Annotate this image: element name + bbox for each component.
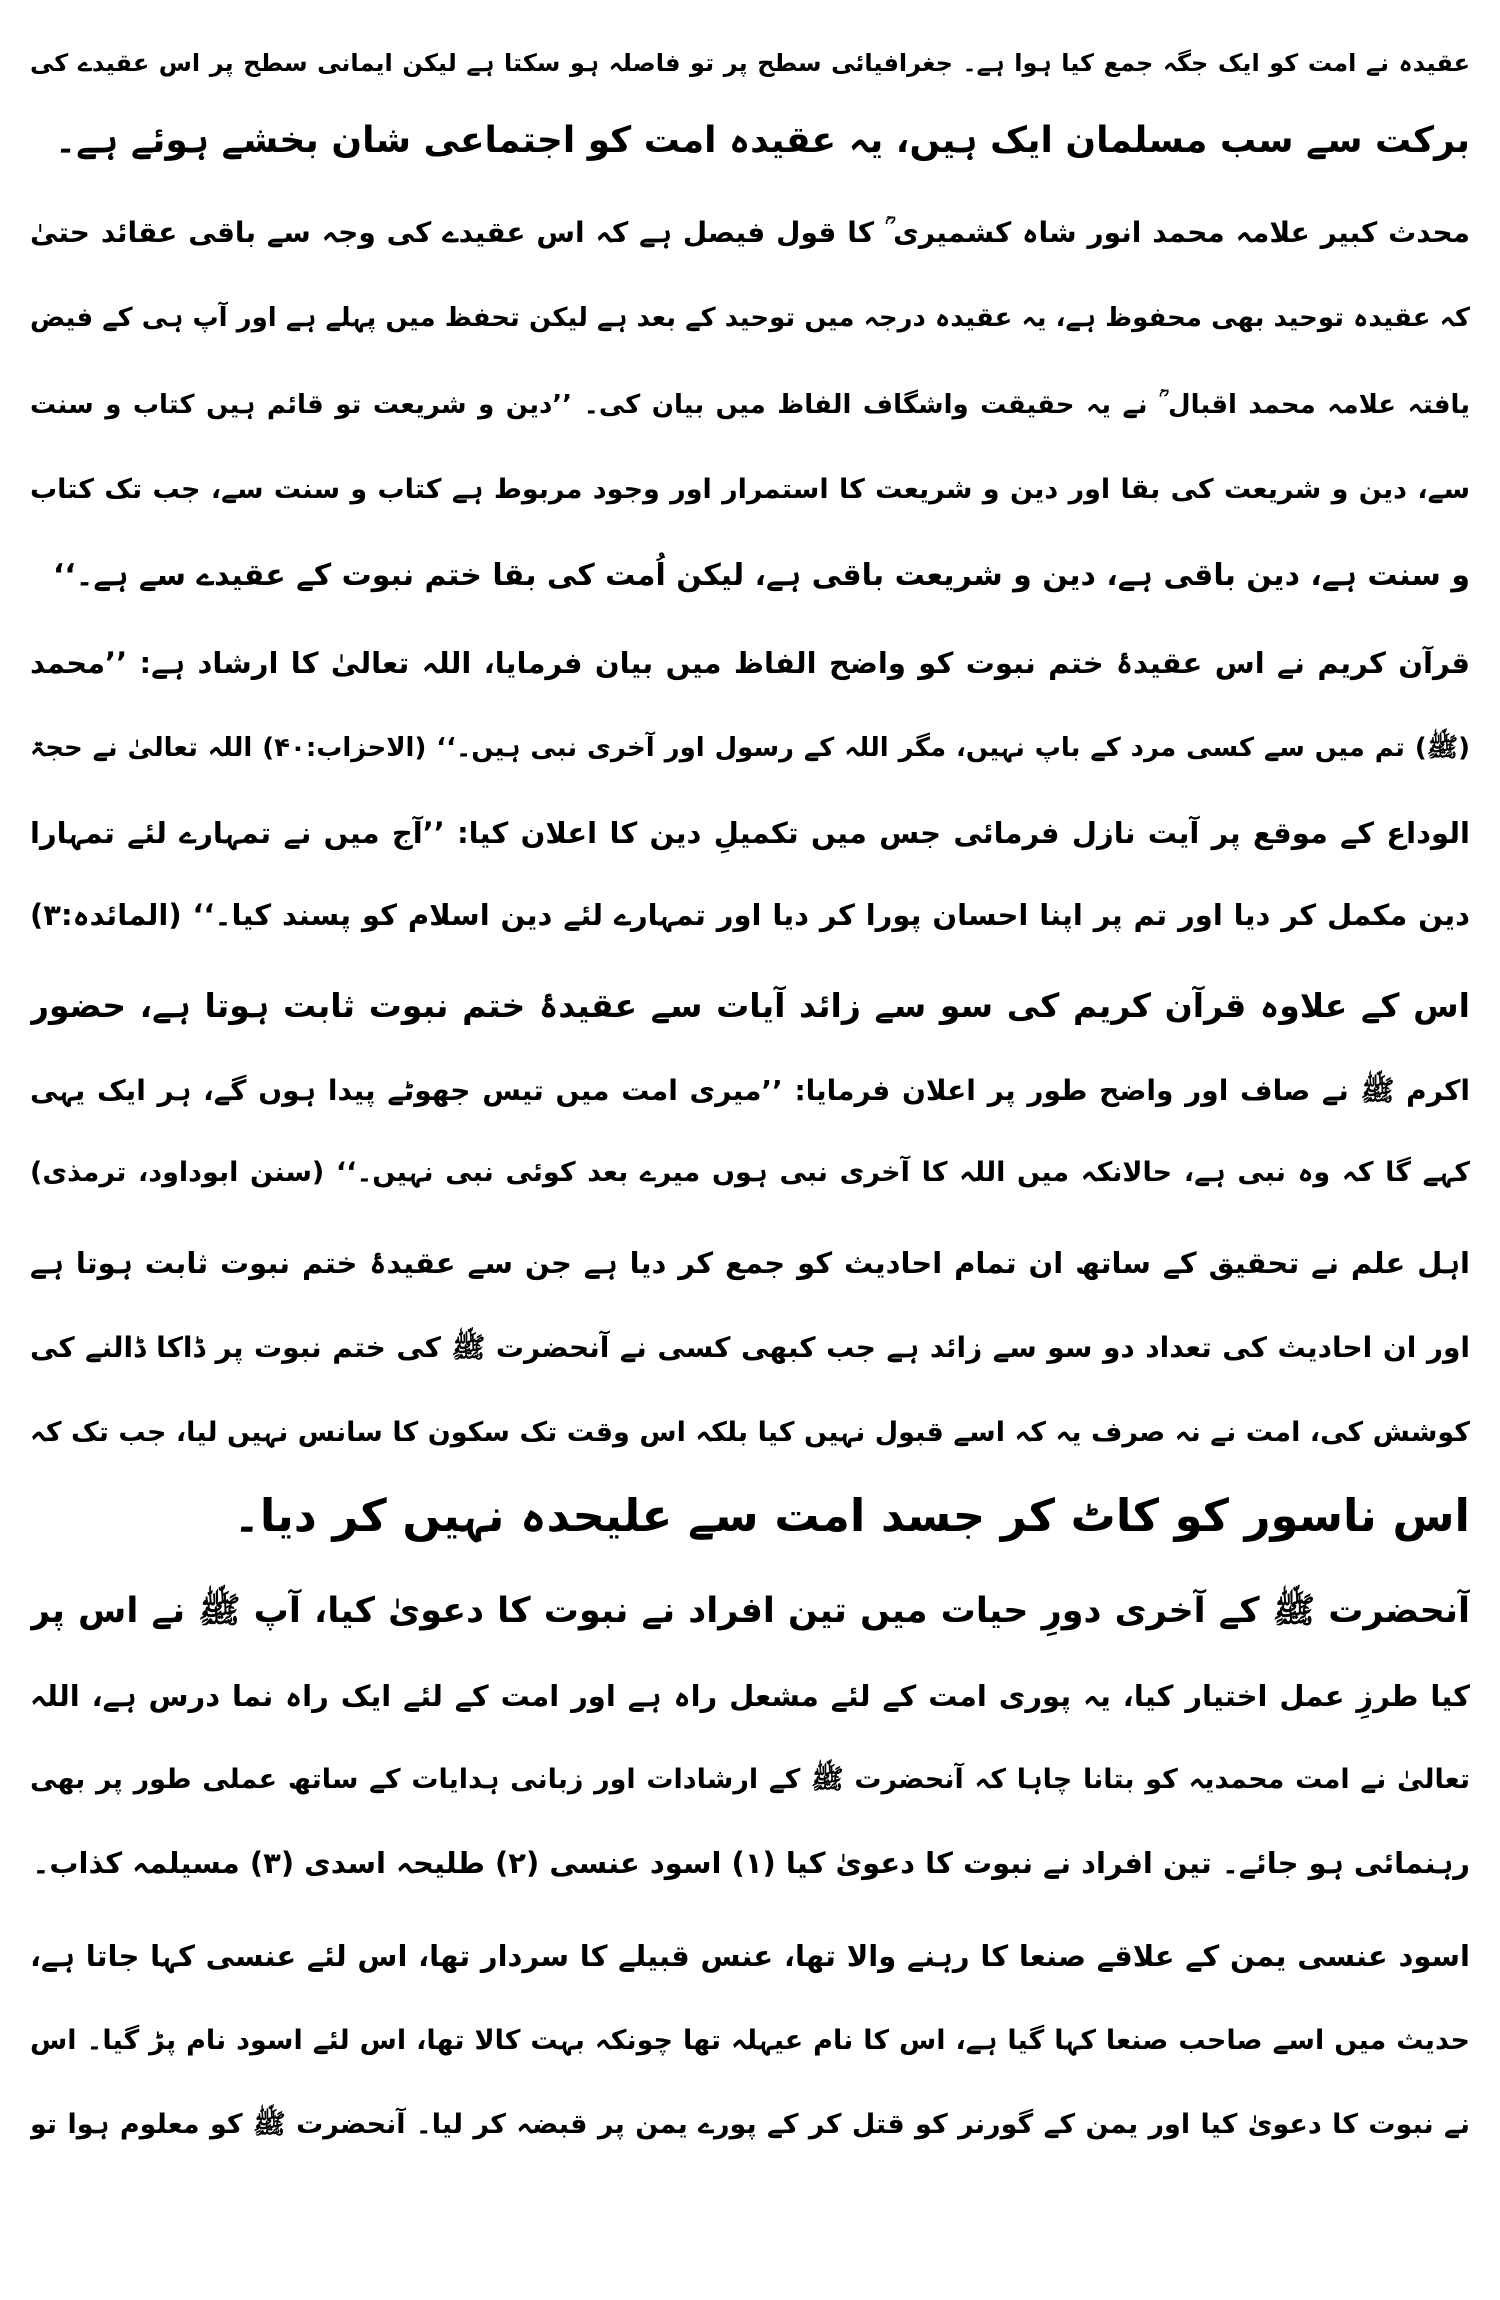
text-line: کوشش کی، امت نے نہ صرف یہ کہ اسے قبول نہیں کیا بلکہ اس وقت تک سکون کا سانس نہیں لیا، جب تک کہ (30, 1417, 1470, 1448)
text-line: یافتہ علامہ محمد اقبال ؒ نے یہ حقیقت واشگاف الفاظ میں بیان کی۔ ’’دین و شریعت تو قائم ہیں کتاب و سنت (30, 390, 1470, 420)
text-line: (ﷺ) تم میں سے کسی مرد کے باپ نہیں، مگر اللہ کے رسول اور آخری نبی ہیں۔‘‘ (الاحزاب:۴۰) اللہ تعالیٰ نے حجۃ (30, 733, 1470, 763)
text-line: الوداع کے موقع پر آیت نازل فرمائی جس میں تکمیلِ دین کا اعلان کیا: ’’آج میں نے تمہارے لئے تمہارا (30, 816, 1470, 850)
text-line: کیا طرزِ عمل اختیار کیا، یہ پوری امت کے لئے مشعل راہ ہے اور امت کے لئے ایک راہ نما درس ہے، اللہ (30, 1679, 1470, 1713)
text-line: حدیث میں اسے صاحب صنعا کہا گیا ہے، اس کا نام عیہلہ تھا چونکہ بہت کالا تھا، اس لئے اسود نام پڑ گیا۔ اس (30, 2025, 1470, 2056)
text-line: سے، دین و شریعت کی بقا اور دین و شریعت کا استمرار اور وجود مربوط ہے کتاب و سنت سے، جب تک کتاب (30, 474, 1470, 505)
text-line: اسود عنسی یمن کے علاقے صنعا کا رہنے والا تھا، عنس قبیلے کا سردار تھا، اس لئے عنسی کہا جاتا ہے، (30, 1939, 1470, 1973)
text-line: آنحضرت ﷺ کے آخری دورِ حیات میں تین افراد نے نبوت کا دعویٰ کیا، آپ ﷺ نے اس پر (30, 1591, 1470, 1631)
text-line: کہے گا کہ وہ نبی ہے، حالانکہ میں اللہ کا آخری نبی ہوں میرے بعد کوئی نبی نہیں۔‘‘ (سنن ابوداود، ترمذی) (30, 1157, 1470, 1188)
text-line: قرآن کریم نے اس عقیدۂ ختم نبوت کو واضح الفاظ میں بیان فرمایا، اللہ تعالیٰ کا ارشاد ہے: ’’محمد (30, 646, 1470, 680)
text-line: دین مکمل کر دیا اور تم پر اپنا احسان پورا کر دیا اور تمہارے لئے دین اسلام کو پسند کیا۔‘‘ (المائدہ:۳) (30, 898, 1470, 932)
text-line: تعالیٰ نے امت محمدیہ کو بتانا چاہا کہ آنحضرت ﷺ کے ارشادات اور زبانی ہدایات کے ساتھ عملی طور پر بھی (30, 1764, 1470, 1795)
text-line: محدث کبیر علامہ محمد انور شاہ کشمیری ؒ کا قول فیصل ہے کہ اس عقیدے کی وجہ سے باقی عقائد حتیٰ (30, 216, 1470, 249)
text-line: کہ عقیدہ توحید بھی محفوظ ہے، یہ عقیدہ درجہ میں توحید کے بعد ہے لیکن تحفظ میں پہلے ہے اور آپ ہی کے فیض (30, 303, 1470, 333)
text-line: اہل علم نے تحقیق کے ساتھ ان تمام احادیث کو جمع کر دیا ہے جن سے عقیدۂ ختم نبوت ثابت ہوتا ہے (30, 1246, 1470, 1280)
text-line: رہنمائی ہو جائے۔ تین افراد نے نبوت کا دعویٰ کیا (۱) اسود عنسی (۲) طلیحہ اسدی (۳) مسیلمہ کذاب۔ (32, 1846, 1470, 1880)
text-line: اس ناسور کو کاٹ کر جسد امت سے علیحدہ نہیں کر دیا۔ (233, 1489, 1470, 1542)
text-line: اور ان احادیث کی تعداد دو سو سے زائد ہے جب کبھی کسی نے آنحضرت ﷺ کی ختم نبوت پر ڈاکا ڈالنے کی (30, 1331, 1470, 1364)
text-line: و سنت ہے، دین باقی ہے، دین و شریعت باقی ہے، لیکن اُمت کی بقا ختم نبوت کے عقیدے سے ہے۔‘‘ (52, 558, 1470, 593)
text-line: اکرم ﷺ نے صاف اور واضح طور پر اعلان فرمایا: ’’میری امت میں تیس جھوٹے پیدا ہوں گے، ہر ایک یہی (30, 1074, 1470, 1107)
text-line: نے نبوت کا دعویٰ کیا اور یمن کے گورنر کو قتل کر کے پورے یمن پر قبضہ کر لیا۔ آنحضرت ﷺ کو معلوم ہوا تو (30, 2109, 1470, 2140)
text-line: برکت سے سب مسلمان ایک ہیں، یہ عقیدہ امت کو اجتماعی شان بخشے ہوئے ہے۔ (55, 120, 1470, 161)
text-line: عقیدہ نے امت کو ایک جگہ جمع کیا ہوا ہے۔ جغرافیائی سطح پر تو فاصلہ ہو سکتا ہے لیکن ایمانی سطح پر اس عقیدے کی (30, 49, 1470, 77)
text-line: اس کے علاوہ قرآن کریم کی سو سے زائد آیات سے عقیدۂ ختم نبوت ثابت ہوتا ہے، حضور (30, 986, 1470, 1025)
